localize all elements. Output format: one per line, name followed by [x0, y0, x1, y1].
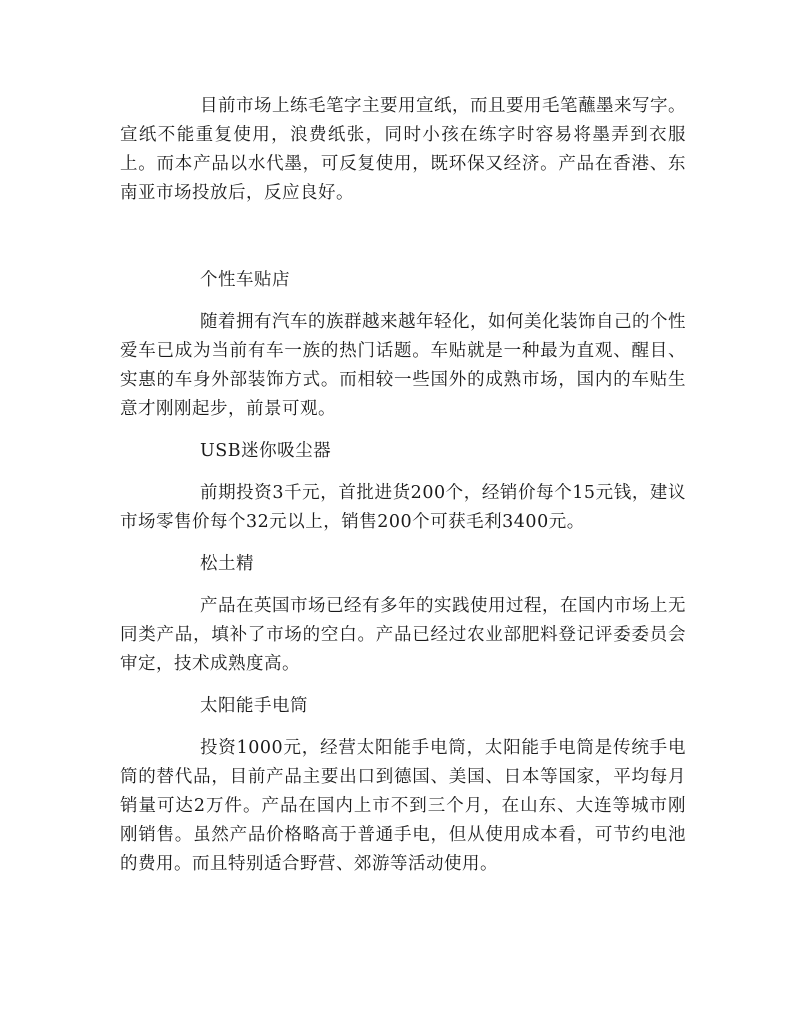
section-heading-usb-vacuum: USB迷你吸尘器: [200, 441, 332, 461]
document-page: [120, 92, 686, 879]
section-paragraph-soil-loosener: 产品在英国市场已经有多年的实践使用过程，在国内市场上无同类产品，填补了市场的空白。产品已经过农业部肥料登记评委委员会审定，技术成熟度高。: [120, 596, 686, 674]
section-paragraph-usb-vacuum: 前期投资3千元，首批进货200个，经销价每个15元钱，建议市场零售价每个32元以上，销售200个可获毛利3400元。: [120, 483, 686, 532]
section-paragraph-solar-flashlight: 投资1000元，经营太阳能手电筒，太阳能手电筒是传统手电筒的替代品，目前产品主要出口到德国、美国、日本等国家，平均每月销量可达2万件。产品在国内上市不到三个月，在山东、大连等城市刚刚销售。虽然产品价格略高于普通手电，但从使用成本看，可节约电池的费用。而且特别适合野营、郊游等活动使用。: [120, 738, 686, 874]
section-paragraph-car-sticker: 随着拥有汽车的族群越来越年轻化，如何美化装饰自己的个性爱车已成为当前有车一族的热门话题。车贴就是一种最为直观、醒目、实惠的车身外部装饰方式。而相较一些国外的成熟市场，国内的车贴生意才刚刚起步，前景可观。: [120, 312, 686, 419]
section-heading-soil-loosener: 松土精: [200, 554, 254, 574]
section-heading-car-sticker: 个性车贴店: [200, 270, 290, 290]
section-heading-solar-flashlight: 太阳能手电筒: [200, 696, 308, 716]
intro-paragraph: 目前市场上练毛笔字主要用宣纸，而且要用毛笔蘸墨来写字。宣纸不能重复使用，浪费纸张，同时小孩在练字时容易将墨弄到衣服上。而本产品以水代墨，可反复使用，既环保又经济。产品在香港、东南亚市场投放后，反应良好。: [120, 96, 686, 203]
